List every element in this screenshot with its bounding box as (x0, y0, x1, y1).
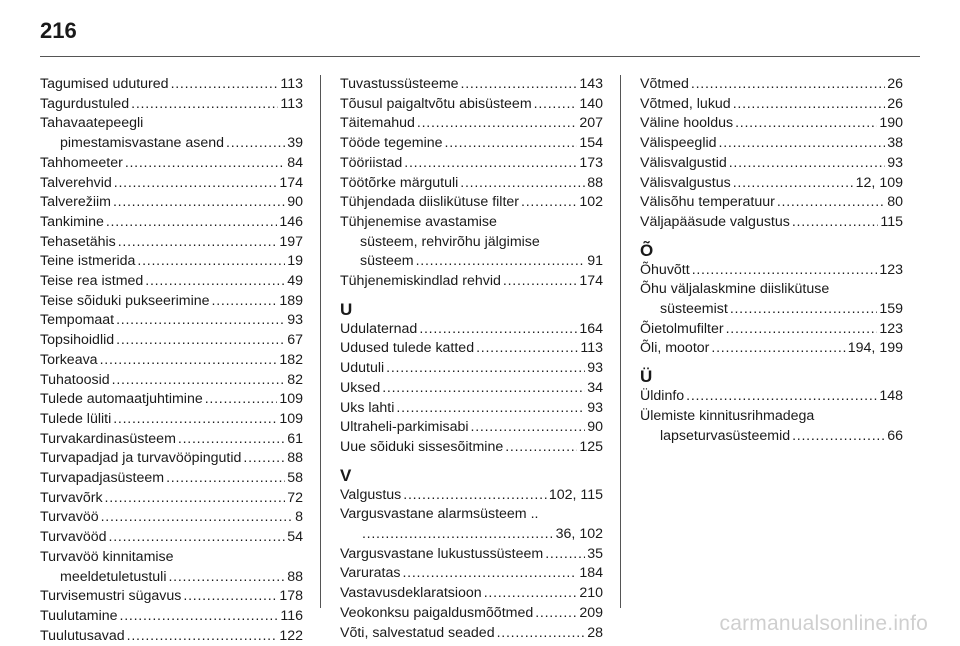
dot-leader (168, 568, 285, 588)
dot-leader (497, 624, 586, 644)
dot-leader (476, 339, 578, 359)
index-term: Udutuli (340, 360, 385, 377)
page-ref: 209 (579, 604, 603, 621)
index-term: Tuhatoosid (40, 371, 110, 388)
page-ref: 90 (287, 194, 303, 211)
page-ref: 39 (287, 135, 303, 152)
index-entry (340, 604, 603, 624)
index-term: Väljapääsude valgustus (640, 213, 790, 230)
page-ref: 12, 109 (855, 174, 903, 191)
page-ref: 38 (887, 135, 903, 152)
index-term: Turvakardinasüsteem (40, 430, 176, 447)
page-ref: 189 (279, 292, 303, 309)
index-entry (640, 213, 903, 233)
index-entry (340, 134, 603, 154)
page-ref: 102, 115 (548, 486, 603, 503)
dot-leader (792, 213, 879, 233)
index-term-line: Ülemiste kinnitusrihmadega (640, 407, 815, 424)
index-entry (40, 292, 303, 312)
dot-leader (792, 427, 885, 447)
index-term: Veokonksu paigaldusmõõtmed (340, 604, 534, 621)
header-rule (40, 56, 920, 57)
index-column-1 (40, 75, 303, 646)
dot-leader (419, 320, 577, 340)
index-term: Turvapadjad ja turvavööpingutid (40, 450, 242, 467)
index-term: Turvavööd (40, 529, 107, 546)
index-term: Õli, mootor (640, 340, 710, 357)
dot-leader (545, 545, 585, 565)
index-entry (340, 154, 603, 174)
dot-leader (116, 311, 285, 331)
dot-leader (692, 261, 878, 281)
index-entry (40, 311, 303, 331)
page-ref: 66 (887, 427, 903, 444)
page-ref: 34 (587, 379, 603, 396)
page-ref: 93 (587, 360, 603, 377)
page-ref: 113 (280, 95, 303, 112)
index-term: Vargusvastane lukustussüsteem (340, 545, 544, 562)
index-term: Tööde tegemine (340, 135, 443, 152)
index-term: Talverežiim (40, 194, 111, 211)
index-term: Teise rea istmed (40, 273, 144, 290)
index-term: Tahhomeeter (40, 154, 123, 171)
index-entry (340, 418, 603, 438)
dot-leader (125, 154, 285, 174)
page-ref: 90 (587, 419, 603, 436)
page-ref: 109 (279, 410, 303, 427)
page-ref: 58 (287, 470, 303, 487)
index-term: Ultraheli-parkimisabi (340, 419, 469, 436)
dot-leader (178, 430, 285, 450)
dot-leader (386, 359, 585, 379)
index-term: Töötõrke märgutuli (340, 174, 459, 191)
dot-leader (205, 390, 278, 410)
dot-leader (137, 252, 285, 272)
index-entry (640, 75, 903, 95)
dot-leader (484, 584, 578, 604)
index-term: pimestamisvastane asend (60, 135, 225, 152)
index-entry (340, 545, 603, 565)
dot-leader (112, 371, 286, 391)
index-entry (640, 300, 903, 320)
page-ref: 8 (295, 509, 303, 526)
index-term: Vastavusdeklaratsioon (340, 585, 482, 602)
page-ref: 28 (587, 624, 603, 641)
page-ref: 194, 199 (847, 340, 903, 357)
index-term: Tühjenemiskindlad rehvid (340, 273, 501, 290)
index-term: Tagumised udutured (40, 76, 169, 92)
index-term: Udulaternad (340, 320, 418, 337)
index-term: Tuulutusavad (40, 627, 125, 644)
index-entry (40, 508, 303, 528)
dot-leader (127, 627, 278, 646)
index-entry (40, 331, 303, 351)
page-ref: 174 (579, 273, 603, 290)
page-ref: 102 (579, 194, 603, 211)
index-column-3 (640, 75, 903, 446)
dot-leader (417, 114, 577, 134)
page-ref: 36, 102 (555, 526, 603, 543)
index-term: Teise sõiduki pukseerimine (40, 292, 210, 309)
index-entry (40, 410, 303, 430)
letter-heading: V (340, 465, 352, 485)
index-entry (340, 486, 603, 506)
page-ref: 123 (879, 320, 903, 337)
dot-leader (171, 75, 279, 95)
dot-leader (733, 95, 886, 115)
page-ref: 113 (280, 76, 303, 92)
index-entry (40, 607, 303, 627)
index-term: Uks lahti (340, 399, 395, 416)
index-term: Uue sõiduki sissesõitmine (340, 438, 504, 455)
index-entry (340, 272, 603, 292)
index-entry (340, 564, 603, 584)
dot-leader (733, 174, 854, 194)
index-term: Üldinfo (640, 388, 685, 405)
dot-leader (131, 95, 278, 115)
index-term: Välisvalgustus (640, 174, 731, 191)
index-term: Õhuvõtt (640, 261, 690, 278)
letter-heading: Õ (640, 240, 654, 260)
page-ref: 61 (287, 430, 303, 447)
index-term: Tulede automaatjuhtimine (40, 391, 203, 408)
page-ref: 210 (579, 585, 603, 602)
page-ref: 123 (879, 261, 903, 278)
index-entry (340, 252, 603, 272)
page-ref: 143 (579, 76, 603, 92)
dot-leader (404, 154, 577, 174)
index-entry (340, 75, 603, 95)
page-ref: 49 (287, 273, 303, 290)
index-entry (640, 95, 903, 115)
index-entry (340, 624, 603, 644)
index-entry (40, 193, 303, 213)
page-ref: 72 (287, 489, 303, 506)
dot-leader (691, 75, 885, 95)
index-term: Õietolmufilter (640, 320, 724, 337)
dot-leader (118, 233, 278, 253)
index-entry (640, 261, 903, 281)
dot-leader (402, 564, 577, 584)
dot-leader (109, 528, 286, 548)
page-ref: 190 (879, 115, 903, 132)
dot-leader (403, 486, 547, 506)
index-entry (640, 174, 903, 194)
index-term-line: Vargusvastane alarmsüsteem .. (340, 506, 539, 523)
page-ref: 197 (279, 233, 303, 250)
index-term: Udused tulede katted (340, 340, 475, 357)
dot-leader (114, 174, 278, 194)
index-term: Turvisemustri sügavus (40, 588, 182, 605)
dot-leader (711, 339, 845, 359)
index-entry (40, 134, 303, 154)
index-term: Tuvastussüsteeme (340, 76, 459, 92)
index-entry (640, 114, 903, 134)
index-term: Tehasetähis (40, 233, 116, 250)
page-ref: 125 (579, 438, 603, 455)
index-term: Tagurdustuled (40, 95, 130, 112)
index-entry (340, 379, 603, 399)
index-entry (640, 320, 903, 340)
index-term: süsteemist (660, 301, 728, 318)
index-entry (40, 568, 303, 588)
index-term: Võtmed, lukud (640, 95, 731, 112)
page-ref: 113 (580, 340, 603, 357)
index-term: Välisõhu temperatuur (640, 194, 775, 211)
letter-heading: U (340, 299, 353, 319)
index-entry (40, 430, 303, 450)
index-entry (340, 339, 603, 359)
index-term-line: Tahavaatepeegli (40, 115, 144, 132)
page-ref: 80 (887, 194, 903, 211)
index-term: Torkeava (40, 351, 98, 368)
dot-leader (730, 300, 878, 320)
dot-leader (212, 292, 278, 312)
page-ref: 148 (879, 388, 903, 405)
dot-leader (113, 410, 277, 430)
page-ref: 88 (287, 450, 303, 467)
page-ref: 93 (887, 154, 903, 171)
index-entry (40, 252, 303, 272)
index-entry (340, 399, 603, 419)
index-entry (40, 627, 303, 646)
dot-leader (100, 351, 278, 371)
index-entry (340, 525, 603, 545)
page-ref: 178 (279, 588, 303, 605)
index-term: Tulede lüliti (40, 410, 112, 427)
index-term: Võti, salvestatud seaded (340, 624, 495, 641)
dot-leader (735, 114, 877, 134)
dot-leader (719, 134, 886, 154)
index-entry (40, 233, 303, 253)
index-term: Tühjendada diislikütuse filter (340, 194, 520, 211)
dot-leader (729, 154, 885, 174)
page-ref: 109 (279, 391, 303, 408)
dot-leader (226, 134, 285, 154)
index-term: Turvavöö (40, 509, 99, 526)
page-ref: 140 (579, 95, 603, 112)
dot-leader (243, 449, 285, 469)
index-term: Uksed (340, 379, 381, 396)
page-ref: 54 (287, 529, 303, 546)
index-entry (40, 351, 303, 371)
page-ref: 26 (887, 76, 903, 92)
dot-leader (105, 489, 286, 509)
page-ref: 173 (579, 154, 603, 171)
page-ref: 207 (579, 115, 603, 132)
page-ref: 159 (879, 301, 903, 318)
page-ref: 84 (287, 154, 303, 171)
index-term: Talverehvid (40, 174, 112, 191)
index-entry (40, 174, 303, 194)
index-term: Võtmed (640, 76, 689, 92)
dot-leader (505, 438, 577, 458)
page-ref: 116 (280, 607, 303, 624)
dot-leader (116, 331, 285, 351)
page-ref: 82 (287, 371, 303, 388)
index-term: Valgustus (340, 486, 402, 503)
dot-leader (471, 418, 586, 438)
index-entry (40, 213, 303, 233)
dot-leader (535, 604, 577, 624)
letter-heading: Ü (640, 367, 653, 387)
index-term: Topsihoidlid (40, 332, 115, 349)
index-term: süsteem (360, 253, 414, 270)
page-ref: 184 (579, 565, 603, 582)
dot-leader (445, 134, 578, 154)
dot-leader (362, 525, 554, 545)
page-ref: 67 (287, 332, 303, 349)
page-ref: 26 (887, 95, 903, 112)
dot-leader (101, 508, 293, 528)
index-entry (40, 154, 303, 174)
page-ref: 174 (279, 174, 303, 191)
index-entry (40, 587, 303, 607)
page-ref: 88 (587, 174, 603, 191)
index-entry (340, 359, 603, 379)
index-column-2 (340, 75, 603, 643)
index-term-line: süsteem, rehvirõhu jälgimise (360, 233, 540, 250)
index-entry (40, 489, 303, 509)
index-term: Väline hooldus (640, 115, 734, 132)
dot-leader (460, 174, 585, 194)
dot-leader (113, 193, 285, 213)
dot-leader (120, 607, 279, 627)
index-entry (640, 339, 903, 359)
dot-leader (145, 272, 285, 292)
column-divider (620, 75, 621, 608)
dot-leader (166, 469, 285, 489)
index-term: Turvapadjasüsteem (40, 470, 165, 487)
index-term: Välispeeglid (640, 135, 717, 152)
index-entry (340, 584, 603, 604)
dot-leader (503, 272, 577, 292)
page-ref: 91 (587, 253, 603, 270)
index-entry (40, 528, 303, 548)
dot-leader (534, 95, 578, 115)
page-ref: 88 (287, 568, 303, 585)
index-entry (40, 95, 303, 115)
dot-leader (382, 379, 585, 399)
dot-leader (726, 320, 878, 340)
page-ref: 93 (287, 312, 303, 329)
index-term: Tempomaat (40, 312, 115, 329)
page-ref: 182 (279, 351, 303, 368)
index-entry (40, 390, 303, 410)
index-entry (340, 193, 603, 213)
index-term: Tuulutamine (40, 607, 118, 624)
index-entry (640, 427, 903, 447)
index-entry (40, 371, 303, 391)
index-entry (40, 75, 303, 95)
index-entry (640, 387, 903, 407)
page-ref: 122 (279, 627, 303, 644)
index-entry (40, 469, 303, 489)
dot-leader (461, 75, 578, 95)
index-term: Tööriistad (340, 154, 403, 171)
watermark: carmanualsonline.info (719, 612, 928, 635)
index-term: Teine istmerida (40, 253, 136, 270)
page-ref: 146 (279, 213, 303, 230)
index-term: Tankimine (40, 213, 104, 230)
page-ref: 19 (287, 253, 303, 270)
index-term: Välisvalgustid (640, 154, 727, 171)
index-entry (340, 320, 603, 340)
dot-leader (686, 387, 877, 407)
index-entry (340, 438, 603, 458)
dot-leader (416, 252, 586, 272)
page-ref: 115 (880, 213, 903, 230)
index-term: Tõusul paigaltvõtu abisüsteem (340, 95, 532, 112)
page-ref: 35 (587, 545, 603, 562)
index-entry (340, 174, 603, 194)
dot-leader (521, 193, 577, 213)
index-term-line: Turvavöö kinnitamise (40, 548, 174, 565)
index-entry (640, 193, 903, 213)
page-ref: 154 (579, 135, 603, 152)
index-term-line: Õhu väljalaskmine diislikütuse (640, 281, 830, 298)
page-ref: 164 (579, 320, 603, 337)
index-entry (640, 134, 903, 154)
page-number: 216 (40, 18, 77, 43)
index-term: Täitemahud (340, 115, 415, 132)
index-term: meeldetuletustuli (60, 568, 167, 585)
index-entry (40, 272, 303, 292)
index-term: Turvavõrk (40, 489, 103, 506)
index-entry (340, 114, 603, 134)
index-term-line: Tühjenemise avastamise (340, 213, 497, 230)
index-entry (40, 449, 303, 469)
dot-leader (106, 213, 277, 233)
index-term: Varuratas (340, 565, 401, 582)
index-term: lapseturvasüsteemid (660, 427, 791, 444)
column-divider (320, 75, 321, 608)
page-ref: 93 (587, 399, 603, 416)
dot-leader (777, 193, 885, 213)
dot-leader (183, 587, 277, 607)
index-entry (340, 95, 603, 115)
dot-leader (396, 399, 585, 419)
index-entry (640, 154, 903, 174)
